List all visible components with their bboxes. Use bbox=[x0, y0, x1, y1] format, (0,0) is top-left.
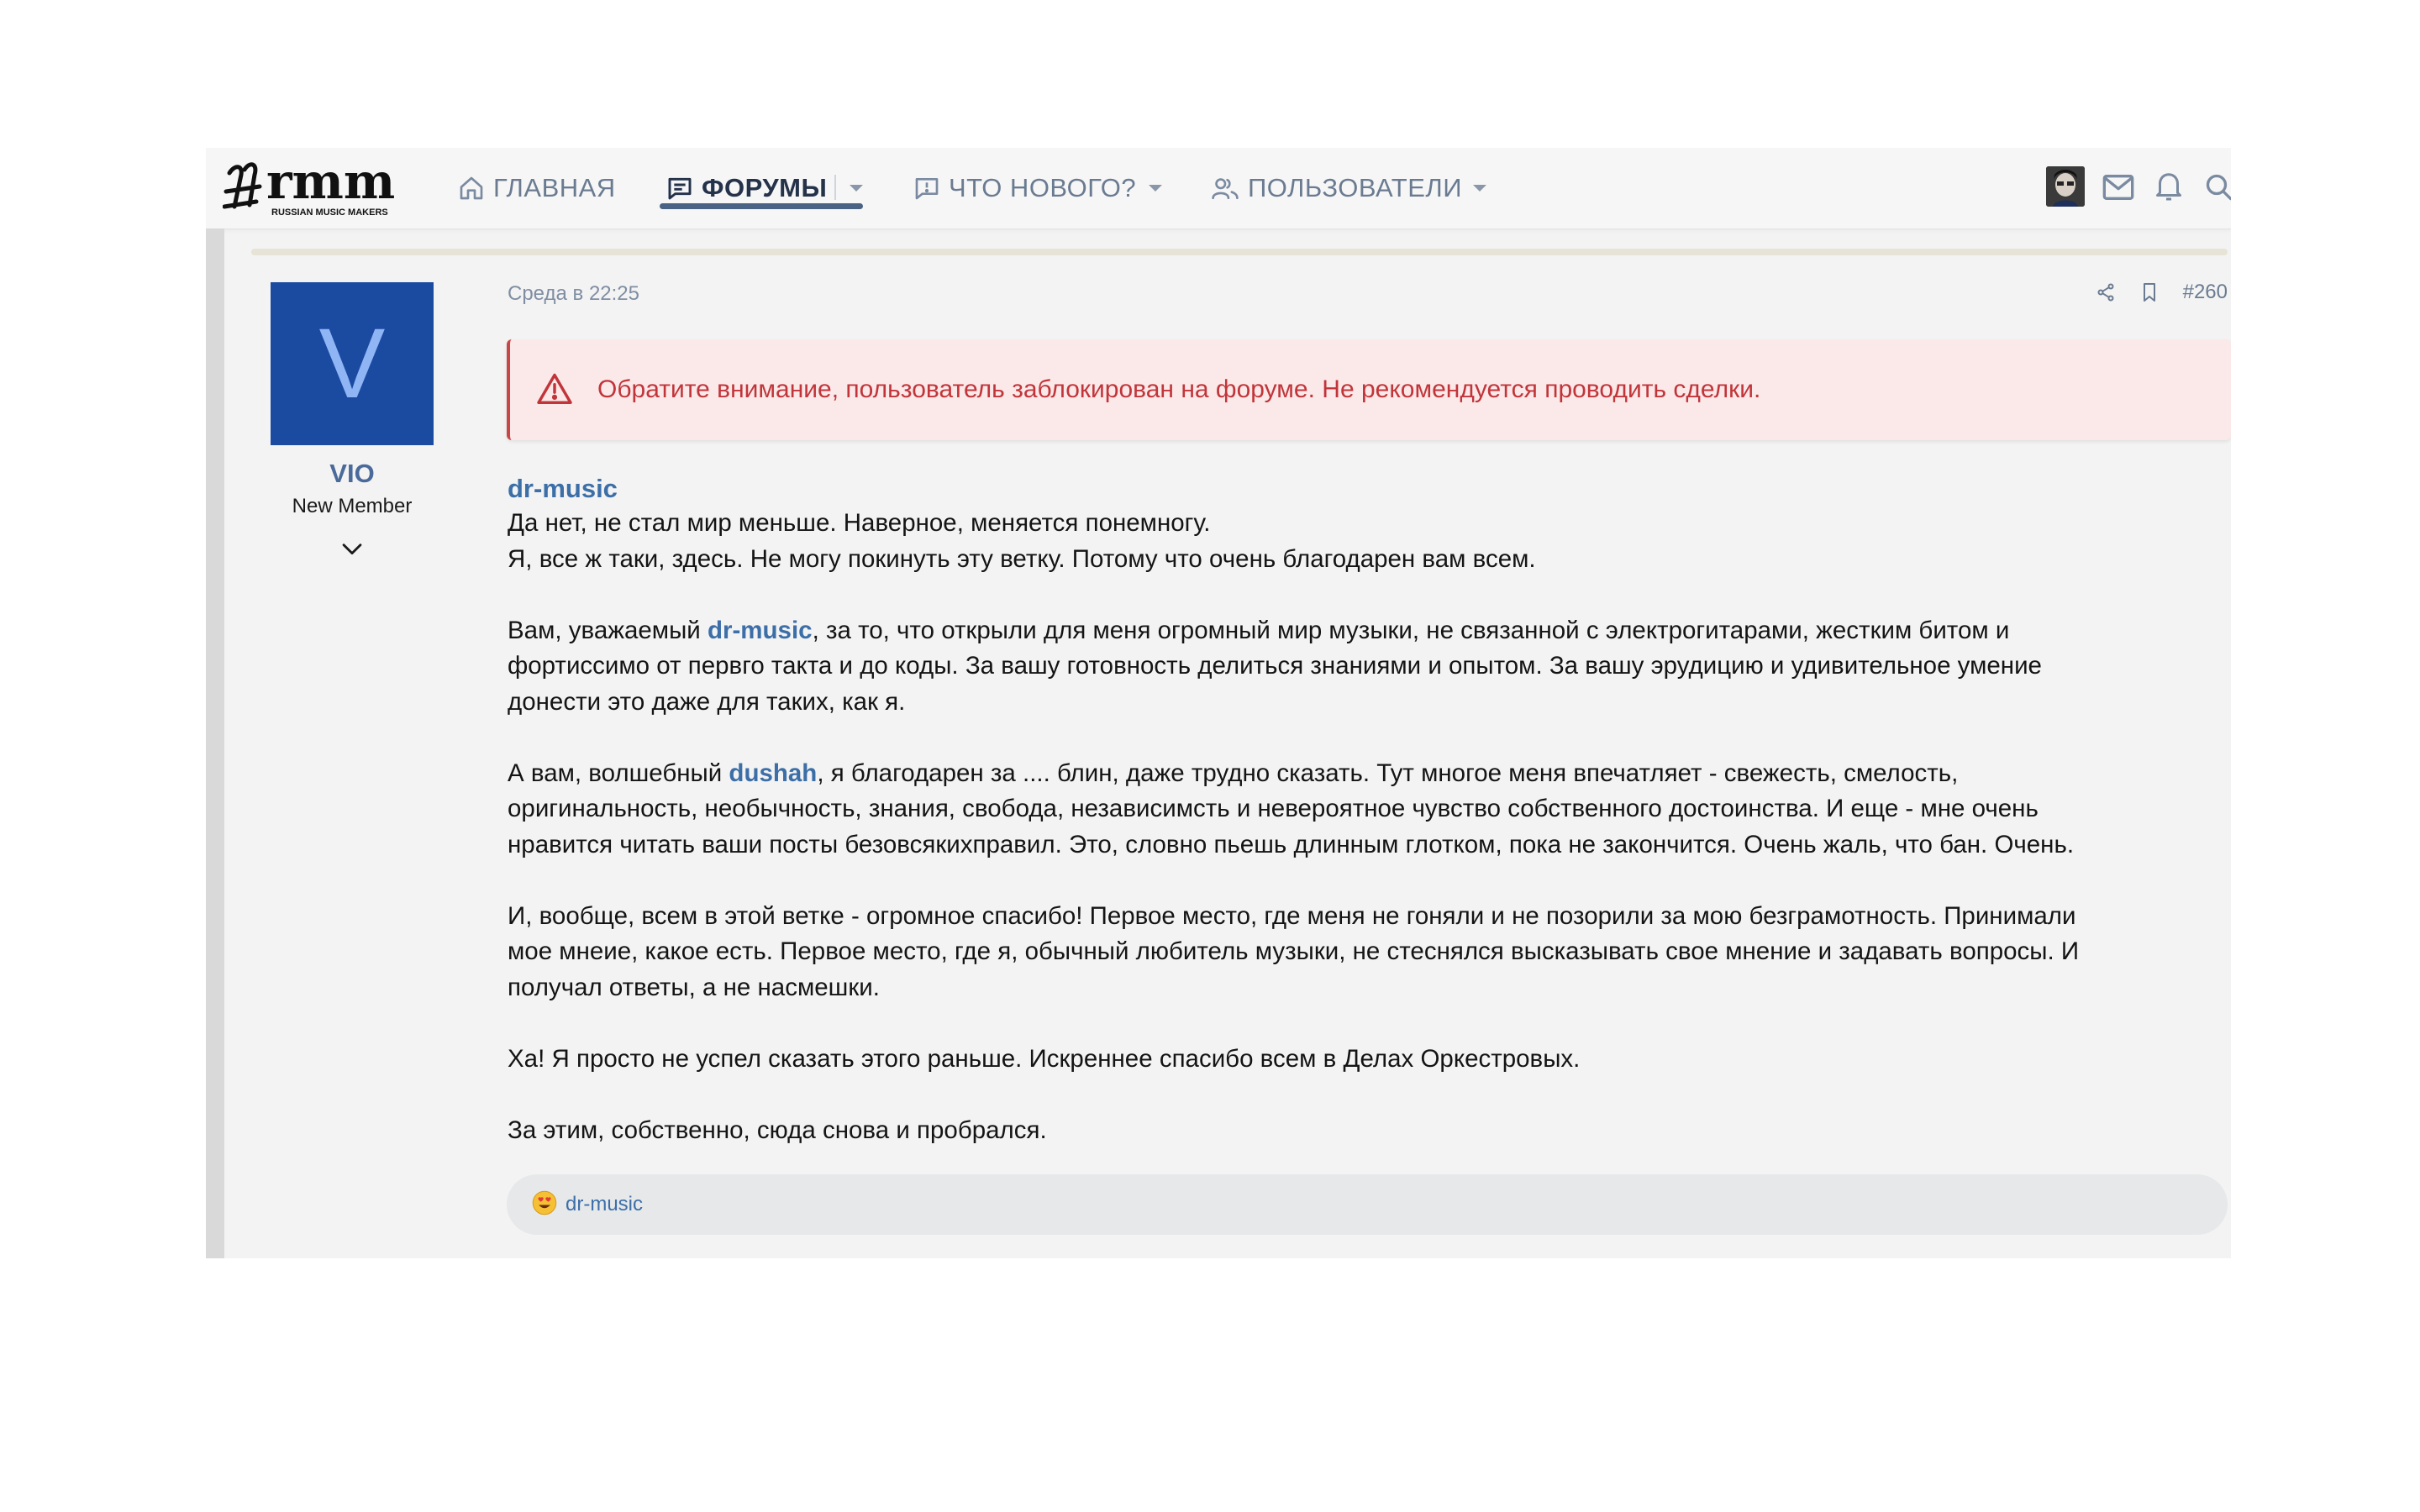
nav-home-label: ГЛАВНАЯ bbox=[493, 173, 616, 202]
post-paragraph: Вам, уважаемый dr-music, за то, что открыли для меня огромный мир музыки, не связанной с электрогитарами, жестким битом и bbox=[508, 616, 2010, 644]
nav-whats-new[interactable] bbox=[913, 148, 1136, 228]
post-paragraph: А вам, волшебный dushah, я благодарен за .... блин, даже трудно сказать. Тут многое меня впечатляет - свежесть, смелость, bbox=[508, 759, 1959, 787]
member-info-toggle[interactable] bbox=[338, 534, 366, 563]
warning-text: Обратите внимание, пользователь заблокирован на форуме. Не рекомендуется проводить сделки. bbox=[597, 375, 1761, 403]
post-line: донести это даже для таких, как я. bbox=[508, 687, 906, 716]
post-line: оригинальность, необычность, знания, свобода, независимсть и невероятное чувство собственного достоинства. И еще - мне очень bbox=[508, 795, 2039, 822]
page-left-edge bbox=[206, 228, 224, 1258]
forum-icon bbox=[666, 175, 693, 202]
member-title: New Member bbox=[292, 495, 413, 517]
nav-forums-label: ФОРУМЫ bbox=[702, 173, 828, 202]
nav-home[interactable] bbox=[458, 148, 616, 228]
member-name[interactable]: VIO bbox=[329, 459, 375, 488]
post-line: За этим, собственно, сюда снова и пробрался. bbox=[508, 1116, 1047, 1144]
chevron-down-icon bbox=[338, 534, 366, 563]
search-icon[interactable] bbox=[2204, 171, 2231, 207]
post-number-link[interactable]: #260 bbox=[2182, 281, 2228, 303]
quoted-user-link[interactable]: dr-music bbox=[508, 474, 618, 503]
nav-forums-dropdown[interactable] bbox=[850, 185, 863, 192]
nav-users[interactable] bbox=[1211, 148, 1462, 228]
post-date[interactable]: Среда в 22:25 bbox=[508, 282, 639, 305]
post-body bbox=[508, 472, 2222, 1148]
avatar[interactable] bbox=[2046, 166, 2085, 207]
post-line: Да нет, не стал мир меньше. Наверное, меняется понемногу. bbox=[508, 509, 1211, 537]
post-line: получал ответы, а не насмешки. bbox=[508, 973, 880, 1001]
share-button[interactable] bbox=[2096, 282, 2116, 302]
nav-active-indicator bbox=[660, 203, 863, 209]
forum-page bbox=[206, 148, 2231, 1258]
envelope-icon[interactable] bbox=[2102, 173, 2135, 206]
reactions-bar[interactable] bbox=[507, 1174, 2228, 1235]
post-actions bbox=[2072, 276, 2228, 309]
nav-whats-new-label: ЧТО НОВОГО? bbox=[949, 173, 1137, 202]
logo-text: rmm bbox=[266, 155, 396, 210]
bookmark-button[interactable] bbox=[2139, 281, 2160, 303]
nav-whats-new-dropdown[interactable] bbox=[1149, 185, 1162, 192]
post-line: мое мнеие, какое есть. Первое место, где я, обычный любитель музыки, не стеснялся высказывать свое мнение и задавать вопросы. И bbox=[508, 937, 2080, 965]
home-icon bbox=[458, 175, 485, 202]
bookmark-icon bbox=[2139, 281, 2160, 303]
nav-users-label: ПОЛЬЗОВАТЕЛИ bbox=[1248, 173, 1463, 202]
post-line: И, вообще, всем в этой ветке - огромное спасибо! Первое место, где меня не гоняли и не позорили за мою безграмотность. Принимали bbox=[508, 901, 2076, 930]
site-logo[interactable] bbox=[223, 155, 408, 222]
whats-new-icon bbox=[913, 175, 940, 202]
post-line: Я, все ж таки, здесь. Не могу покинуть эту ветку. Потому что очень благодарен вам всем. bbox=[508, 544, 1536, 573]
nav-separator bbox=[834, 175, 836, 200]
share-icon bbox=[2096, 282, 2116, 302]
mention-dushah[interactable]: dushah bbox=[729, 759, 818, 787]
blocked-user-warning bbox=[507, 339, 2231, 440]
mention-dr-music[interactable]: dr-music bbox=[707, 616, 813, 644]
svg-text:RUSSIAN MUSIC MAKERS: RUSSIAN MUSIC MAKERS bbox=[271, 207, 388, 218]
post-line: фортиссимо от первго такта и до коды. За вашу готовность делиться знаниями и опытом. За вашу эрудицию и удивительное умение bbox=[508, 652, 2042, 680]
bell-icon[interactable] bbox=[2154, 170, 2184, 207]
post-line: Ха! Я просто не успел сказать этого раньше. Искреннее спасибо всем в Делах Оркестровых. bbox=[508, 1044, 1581, 1073]
heart-eyes-emoji-icon bbox=[532, 1190, 557, 1220]
reaction-user-link[interactable]: dr-music bbox=[566, 1193, 644, 1215]
member-avatar[interactable] bbox=[271, 282, 434, 445]
top-navbar bbox=[206, 148, 2231, 229]
users-icon bbox=[1211, 175, 1239, 202]
post-line: нравится читать ваши посты безовсякихправил. Это, словно пьешь длинным глотком, пока не закончится. Очень жаль, что бан. Очень. bbox=[508, 830, 2075, 858]
member-avatar-letter: V bbox=[318, 308, 386, 419]
warning-icon bbox=[537, 372, 572, 408]
nav-users-dropdown[interactable] bbox=[1473, 185, 1486, 192]
nav-forums[interactable] bbox=[666, 148, 827, 228]
post-divider bbox=[251, 249, 2228, 255]
